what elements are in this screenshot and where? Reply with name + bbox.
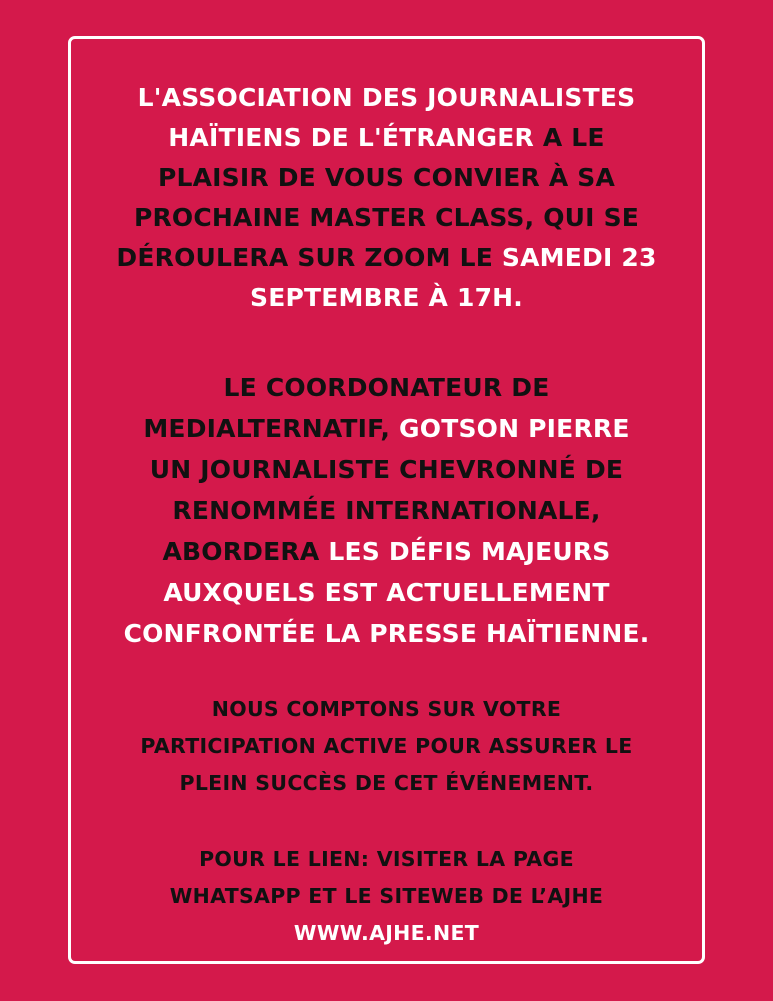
speaker-line-4 <box>72 490 701 531</box>
participation-text: PLEIN SUCCÈS DE CET ÉVÉNEMENT. <box>179 771 594 795</box>
link-line-3 <box>72 915 701 952</box>
topic-text: AUXQUELS EST ACTUELLEMENT <box>163 578 610 607</box>
event-date: SAMEDI 23 <box>501 243 657 272</box>
invitation-text: PLAISIR DE VOUS CONVIER À SA <box>157 163 616 192</box>
speaker-line-2 <box>72 408 701 449</box>
participation-paragraph <box>72 691 701 802</box>
event-date-time: SEPTEMBRE À 17H. <box>250 283 523 312</box>
invitation-line-3 <box>72 158 701 198</box>
invitation-text: A LE <box>542 123 605 152</box>
link-instructions: POUR LE LIEN: VISITER LA PAGE <box>199 847 574 871</box>
speaker-name: GOTSON PIERRE <box>399 414 630 443</box>
participation-line-2 <box>72 728 701 765</box>
speaker-line-7 <box>72 613 701 654</box>
speaker-text: UN JOURNALISTE CHEVRONNÉ DE <box>149 455 624 484</box>
invitation-line-5 <box>72 238 701 278</box>
invitation-paragraph <box>72 78 701 318</box>
topic-text: LES DÉFIS MAJEURS <box>328 537 611 566</box>
speaker-line-3 <box>72 449 701 490</box>
speaker-text: MEDIALTERNATIF, <box>143 414 400 443</box>
invitation-text: DÉROULERA SUR ZOOM LE <box>116 243 502 272</box>
participation-text: NOUS COMPTONS SUR VOTRE <box>211 697 562 721</box>
invitation-text: PROCHAINE MASTER CLASS, QUI SE <box>133 203 640 232</box>
association-name: L'ASSOCIATION DES JOURNALISTES <box>137 83 636 112</box>
association-name-cont: HAÏTIENS DE L'ÉTRANGER <box>168 123 543 152</box>
speaker-paragraph <box>72 367 701 654</box>
link-line-1 <box>72 841 701 878</box>
invitation-line-2 <box>72 118 701 158</box>
invitation-line-1 <box>72 78 701 118</box>
speaker-text: RENOMMÉE INTERNATIONALE, <box>172 496 601 525</box>
link-line-2 <box>72 878 701 915</box>
topic-text: CONFRONTÉE LA PRESSE HAÏTIENNE. <box>123 619 650 648</box>
link-info-paragraph <box>72 841 701 952</box>
participation-line-1 <box>72 691 701 728</box>
invitation-line-4 <box>72 198 701 238</box>
speaker-line-1 <box>72 367 701 408</box>
speaker-text: LE COORDONATEUR DE <box>223 373 550 402</box>
participation-text: PARTICIPATION ACTIVE POUR ASSURER LE <box>140 734 633 758</box>
speaker-line-6 <box>72 572 701 613</box>
invitation-line-6 <box>72 278 701 318</box>
participation-line-3 <box>72 765 701 802</box>
speaker-line-5 <box>72 531 701 572</box>
speaker-text: ABORDERA <box>162 537 329 566</box>
link-instructions: WHATSAPP ET LE SITEWEB DE L’AJHE <box>169 884 604 908</box>
website-url: WWW.AJHE.NET <box>293 921 480 945</box>
